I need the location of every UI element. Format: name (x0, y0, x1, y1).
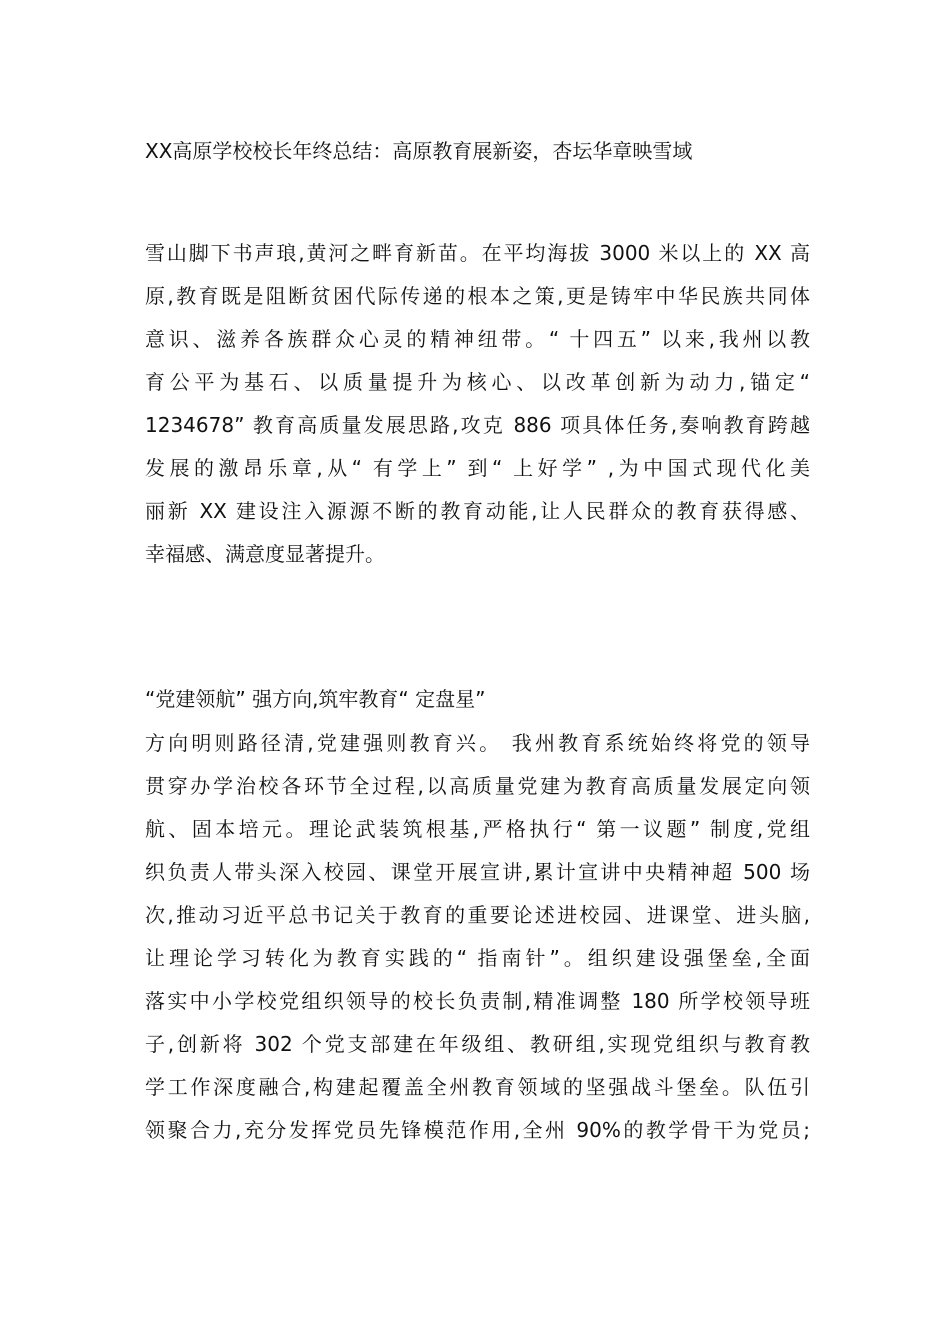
paragraph-line: 育公平为基石、以质量提升为核心、以改革创新为动力,锚定“ (145, 370, 810, 394)
paragraph-line: 幸福感、满意度显著提升。 (145, 542, 385, 566)
paragraph-line: 子,创新将 302 个党支部建在年级组、教研组,实现党组织与教育教 (145, 1032, 810, 1056)
paragraph-line: 学工作深度融合,构建起覆盖全州教育领域的坚强战斗堡垒。队伍引 (145, 1075, 810, 1099)
paragraph-line: 意识、滋养各族群众心灵的精神纽带。“ 十四五” 以来,我州以教 (145, 327, 810, 351)
paragraph-line: 织负责人带头深入校园、课堂开展宣讲,累计宣讲中央精神超 500 场 (145, 860, 810, 884)
paragraph-line: 发展的激昂乐章,从“ 有学上” 到“ 上好学” ,为中国式现代化美 (145, 456, 810, 480)
paragraph-line: 次,推动习近平总书记关于教育的重要论述进校园、进课堂、进头脑, (145, 903, 810, 927)
document-title: XX高原学校校长年终总结：高原教育展新姿，杏坛华章映雪域 (145, 139, 693, 163)
paragraph-line: 让理论学习转化为教育实践的“ 指南针”。组织建设强堡垒,全面 (145, 946, 810, 970)
paragraph-line: 方向明则路径清,党建强则教育兴。 我州教育系统始终将党的领导 (145, 731, 810, 755)
section-paragraph (145, 722, 810, 1152)
section-heading: “党建领航” 强方向,筑牢教育“ 定盘星” (145, 687, 486, 711)
paragraph-line: 原,教育既是阻断贫困代际传递的根本之策,更是铸牢中华民族共同体 (145, 284, 810, 308)
paragraph-line: 雪山脚下书声琅,黄河之畔育新苗。在平均海拔 3000 米以上的 XX 高 (145, 241, 810, 265)
paragraph-line: 航、固本培元。理论武装筑根基,严格执行“ 第一议题” 制度,党组 (145, 817, 810, 841)
paragraph-line: 贯穿办学治校各环节全过程,以高质量党建为教育高质量发展定向领 (145, 774, 810, 798)
paragraph-line: 丽新 XX 建设注入源源不断的教育动能,让人民群众的教育获得感、 (145, 499, 810, 523)
paragraph-line: 落实中小学校党组织领导的校长负责制,精准调整 180 所学校领导班 (145, 989, 810, 1013)
intro-paragraph (145, 232, 810, 576)
paragraph-line: 1234678” 教育高质量发展思路,攻克 886 项具体任务,奏响教育跨越 (145, 413, 810, 437)
paragraph-line: 领聚合力,充分发挥党员先锋模范作用,全州 90%的教学骨干为党员; (145, 1118, 810, 1142)
